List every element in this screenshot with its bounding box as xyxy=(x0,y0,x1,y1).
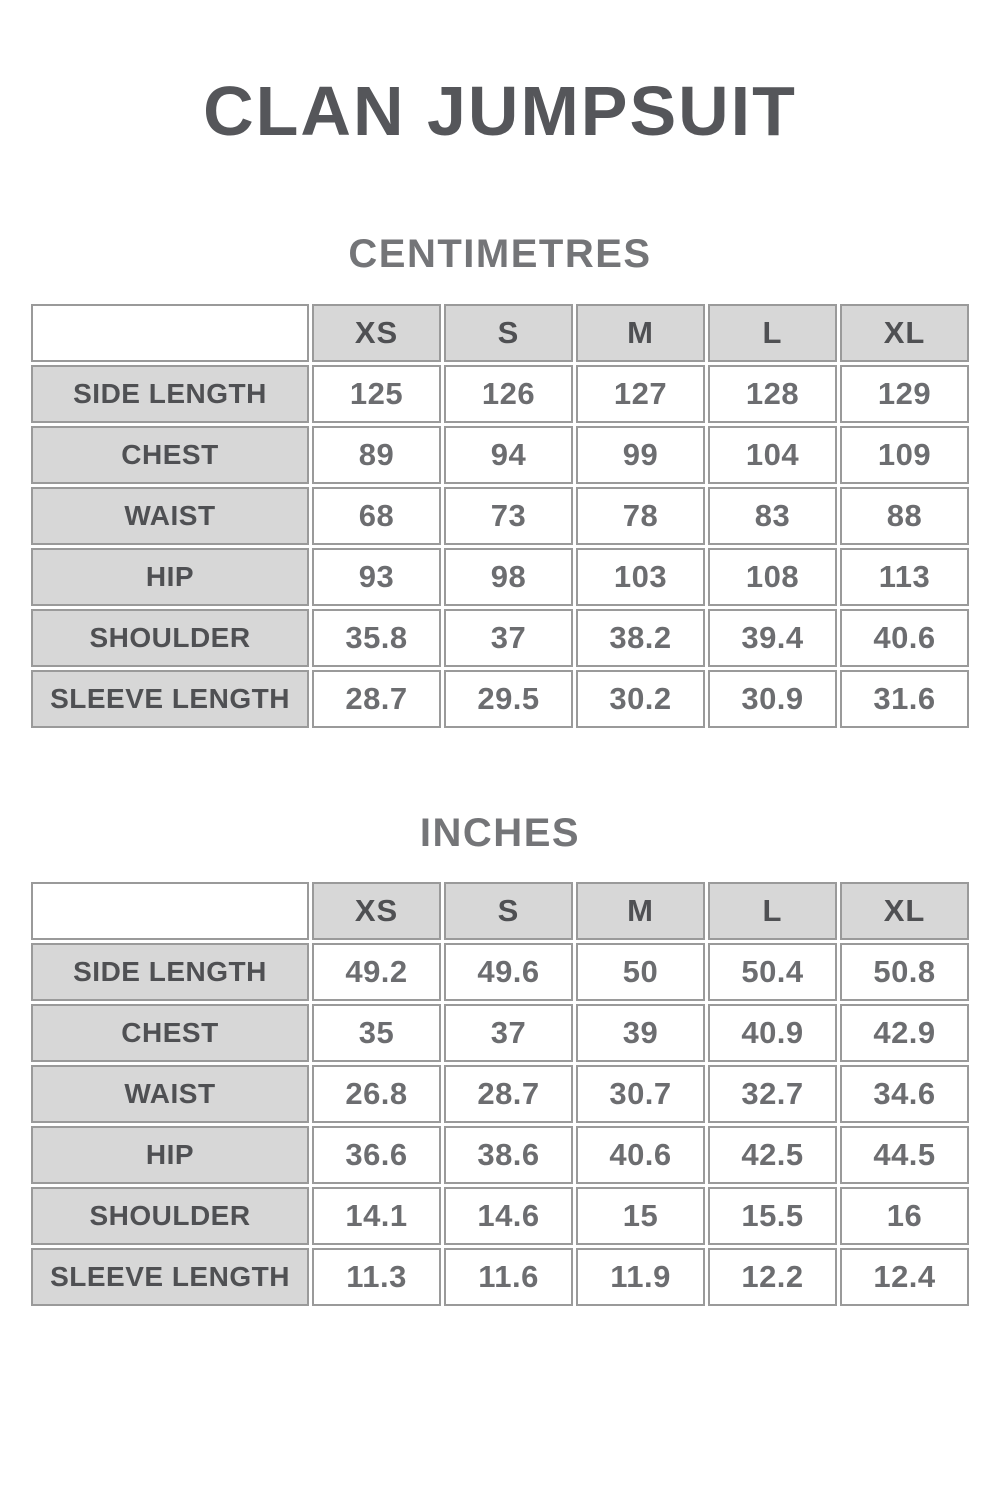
measurement-label-cell: SHOULDER xyxy=(31,1187,309,1245)
measurement-value-cell: 50.8 xyxy=(840,943,969,1001)
size-header-cell: XS xyxy=(312,304,441,362)
corner-cell xyxy=(31,882,309,940)
measurement-value-cell: 12.2 xyxy=(708,1248,837,1306)
measurement-value-cell: 40.6 xyxy=(840,609,969,667)
measurement-value-cell: 12.4 xyxy=(840,1248,969,1306)
measurement-value-cell: 29.5 xyxy=(444,670,573,728)
measurement-value-cell: 109 xyxy=(840,426,969,484)
measurement-value-cell: 128 xyxy=(708,365,837,423)
measurement-row xyxy=(31,365,969,423)
measurement-value-cell: 28.7 xyxy=(312,670,441,728)
measurement-value-cell: 126 xyxy=(444,365,573,423)
measurement-label-cell: CHEST xyxy=(31,426,309,484)
measurement-value-cell: 49.2 xyxy=(312,943,441,1001)
measurement-value-cell: 83 xyxy=(708,487,837,545)
measurement-row xyxy=(31,1004,969,1062)
size-header-cell: XS xyxy=(312,882,441,940)
measurement-value-cell: 38.2 xyxy=(576,609,705,667)
measurement-value-cell: 14.6 xyxy=(444,1187,573,1245)
measurement-value-cell: 73 xyxy=(444,487,573,545)
measurement-row xyxy=(31,1065,969,1123)
measurement-label-cell: HIP xyxy=(31,1126,309,1184)
measurement-value-cell: 42.9 xyxy=(840,1004,969,1062)
measurement-value-cell: 11.3 xyxy=(312,1248,441,1306)
size-header-cell: S xyxy=(444,304,573,362)
measurement-value-cell: 42.5 xyxy=(708,1126,837,1184)
size-header-cell: M xyxy=(576,882,705,940)
measurement-value-cell: 26.8 xyxy=(312,1065,441,1123)
measurement-value-cell: 49.6 xyxy=(444,943,573,1001)
size-header-cell: S xyxy=(444,882,573,940)
page-title: CLAN JUMPSUIT xyxy=(203,72,797,150)
size-header-row xyxy=(31,304,969,362)
measurement-value-cell: 127 xyxy=(576,365,705,423)
centimetres-size-table xyxy=(28,301,972,731)
inches-heading: INCHES xyxy=(419,811,581,855)
measurement-value-cell: 30.2 xyxy=(576,670,705,728)
size-header-cell: XL xyxy=(840,882,969,940)
measurement-value-cell: 78 xyxy=(576,487,705,545)
measurement-value-cell: 37 xyxy=(444,1004,573,1062)
measurement-value-cell: 14.1 xyxy=(312,1187,441,1245)
measurement-value-cell: 113 xyxy=(840,548,969,606)
measurement-value-cell: 103 xyxy=(576,548,705,606)
measurement-value-cell: 11.9 xyxy=(576,1248,705,1306)
measurement-value-cell: 32.7 xyxy=(708,1065,837,1123)
measurement-row xyxy=(31,943,969,1001)
measurement-value-cell: 15.5 xyxy=(708,1187,837,1245)
measurement-value-cell: 125 xyxy=(312,365,441,423)
section-centimetres xyxy=(0,234,1000,731)
size-header-row xyxy=(31,882,969,940)
measurement-value-cell: 30.9 xyxy=(708,670,837,728)
measurement-value-cell: 39 xyxy=(576,1004,705,1062)
measurement-value-cell: 68 xyxy=(312,487,441,545)
size-header-cell: L xyxy=(708,882,837,940)
corner-cell xyxy=(31,304,309,362)
measurement-value-cell: 44.5 xyxy=(840,1126,969,1184)
measurement-value-cell: 50.4 xyxy=(708,943,837,1001)
measurement-label-cell: SLEEVE LENGTH xyxy=(31,670,309,728)
measurement-label-cell: SIDE LENGTH xyxy=(31,365,309,423)
inches-size-table xyxy=(28,879,972,1309)
measurement-value-cell: 15 xyxy=(576,1187,705,1245)
measurement-value-cell: 99 xyxy=(576,426,705,484)
measurement-value-cell: 108 xyxy=(708,548,837,606)
measurement-row xyxy=(31,670,969,728)
measurement-value-cell: 88 xyxy=(840,487,969,545)
measurement-value-cell: 30.7 xyxy=(576,1065,705,1123)
measurement-value-cell: 35.8 xyxy=(312,609,441,667)
measurement-value-cell: 89 xyxy=(312,426,441,484)
measurement-label-cell: SLEEVE LENGTH xyxy=(31,1248,309,1306)
measurement-row xyxy=(31,426,969,484)
size-header-cell: XL xyxy=(840,304,969,362)
measurement-value-cell: 35 xyxy=(312,1004,441,1062)
measurement-value-cell: 16 xyxy=(840,1187,969,1245)
measurement-value-cell: 37 xyxy=(444,609,573,667)
size-header-cell: L xyxy=(708,304,837,362)
measurement-row xyxy=(31,487,969,545)
measurement-value-cell: 31.6 xyxy=(840,670,969,728)
measurement-value-cell: 94 xyxy=(444,426,573,484)
measurement-label-cell: SHOULDER xyxy=(31,609,309,667)
measurement-value-cell: 39.4 xyxy=(708,609,837,667)
size-header-cell: M xyxy=(576,304,705,362)
measurement-label-cell: WAIST xyxy=(31,487,309,545)
measurement-value-cell: 38.6 xyxy=(444,1126,573,1184)
measurement-value-cell: 50 xyxy=(576,943,705,1001)
measurement-label-cell: SIDE LENGTH xyxy=(31,943,309,1001)
measurement-value-cell: 34.6 xyxy=(840,1065,969,1123)
measurement-row xyxy=(31,609,969,667)
measurement-value-cell: 93 xyxy=(312,548,441,606)
measurement-value-cell: 98 xyxy=(444,548,573,606)
measurement-value-cell: 11.6 xyxy=(444,1248,573,1306)
measurement-value-cell: 36.6 xyxy=(312,1126,441,1184)
measurement-value-cell: 40.9 xyxy=(708,1004,837,1062)
measurement-label-cell: HIP xyxy=(31,548,309,606)
measurement-value-cell: 28.7 xyxy=(444,1065,573,1123)
measurement-value-cell: 129 xyxy=(840,365,969,423)
measurement-label-cell: WAIST xyxy=(31,1065,309,1123)
measurement-row xyxy=(31,1187,969,1245)
measurement-value-cell: 40.6 xyxy=(576,1126,705,1184)
section-inches xyxy=(0,813,1000,1309)
measurement-row xyxy=(31,1248,969,1306)
measurement-row xyxy=(31,1126,969,1184)
measurement-value-cell: 104 xyxy=(708,426,837,484)
centimetres-heading: CENTIMETRES xyxy=(348,232,652,276)
measurement-row xyxy=(31,548,969,606)
measurement-label-cell: CHEST xyxy=(31,1004,309,1062)
